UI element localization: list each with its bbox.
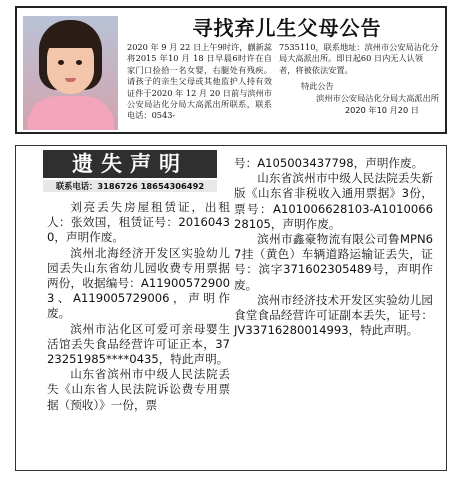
sign-org: 滨州市公安局沾化分局大高派出所 bbox=[316, 93, 439, 104]
lost-notices bbox=[15, 145, 447, 471]
lost-item: 山东省滨州市中级人民法院丢失新版《山东省非税收入通用票据》3份，票号：A101006628103-A101006628105，声明作废。 bbox=[234, 171, 433, 231]
lost-item: 滨州北海经济开发区实验幼儿园丢失山东省幼儿园收费专用票据两份，收据编号：A119005729003、A119005729006，声明作废。 bbox=[47, 245, 230, 321]
child-photo bbox=[23, 16, 118, 130]
notice-body-right: 7535110，联系地址：滨州市公安局沾化分局大高派出所。即日起60 日内无人认领者，将被依法安置。 bbox=[279, 42, 439, 75]
lost-item: 山东省滨州市中级人民法院丢失《山东省人民法院诉讼费专用票据（预收）》一份，票 bbox=[47, 367, 230, 412]
notice-body-right-column bbox=[279, 42, 439, 116]
lost-item: 滨州市鑫豪物流有限公司鲁MPN67挂（黄色）车辆道路运输证丢失，证号：滨字371602305489号，声明作废。 bbox=[234, 232, 433, 292]
notice-title: 寻找弃儿生父母公告 bbox=[192, 16, 382, 40]
lost-column-right bbox=[234, 156, 433, 338]
sign-label: 特此公告 bbox=[301, 81, 334, 92]
abandoned-child-notice bbox=[15, 6, 447, 134]
lost-item: 滨州市经济技术开发区实验幼儿园食堂食品经营许可证副本丢失，证号：JV33716280014993，特此声明。 bbox=[234, 292, 433, 338]
lost-column-left bbox=[47, 200, 230, 413]
lost-item: 刘亮丢失房屋租赁证，出租人：张效国，租赁证号：20160430，声明作废。 bbox=[47, 200, 230, 245]
lost-header: 遗失声明 bbox=[43, 150, 217, 178]
sign-date: 2020 年10 月20 日 bbox=[344, 105, 419, 116]
contact-phone: 联系电话：3186726 18654306492 bbox=[43, 180, 217, 192]
notice-body-left: 2020 年 9 月 22 日上午9时许，蒯新蕊将2015 年10 月 18 日早晨6时许在自家门口捡拾一名女婴，右腿处有残疾。请孩子的亲生父母或其他监护人持有效证件于2020 年 12 月 20 日前与滨州市公安局沾化分局大高派出所联系，联系电话：0543- bbox=[127, 42, 272, 121]
notice-signature bbox=[279, 80, 439, 116]
lost-item-continued: 号：A105003437798，声明作废。 bbox=[234, 156, 424, 170]
lost-item: 滨州市沾化区可爱可亲母婴生活馆丢失食品经营许可证正本，3723251985****0435，特此声明。 bbox=[47, 321, 230, 367]
